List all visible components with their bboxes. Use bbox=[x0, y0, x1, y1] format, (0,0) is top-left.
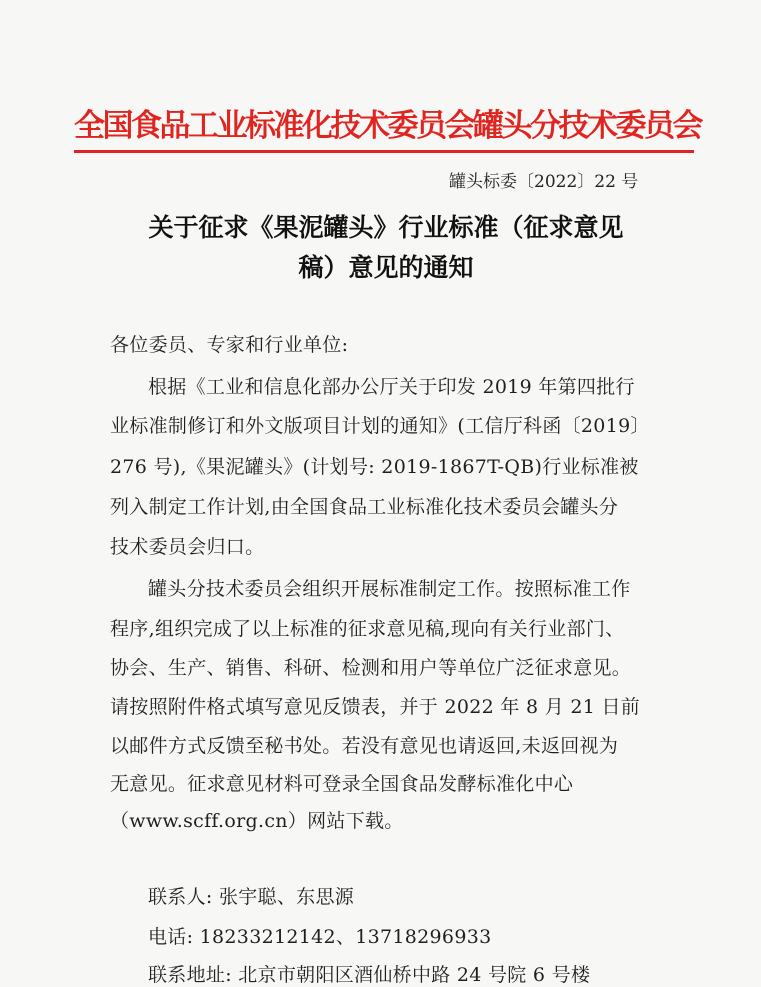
para1-line: 276 号),《果泥罐头》(计划号: 2019-1867T-QB)行业标准被 bbox=[110, 456, 639, 478]
para1-line: 根据《工业和信息化部办公厅关于印发 2019 年第四批行 bbox=[148, 376, 635, 398]
para2-line: 协会、生产、销售、科研、检测和用户等单位广泛征求意见。 bbox=[110, 657, 632, 679]
contact-address: 联系地址: 北京市朝阳区酒仙桥中路 24 号院 6 号楼 bbox=[148, 964, 591, 986]
para2-line: 以邮件方式反馈至秘书处。若没有意见也请返回,未返回视为 bbox=[110, 735, 619, 757]
letterhead-rule bbox=[74, 150, 694, 153]
para2-line: 无意见。征求意见材料可登录全国食品发酵标准化中心 bbox=[110, 773, 574, 795]
salutation: 各位委员、专家和行业单位: bbox=[110, 334, 349, 356]
para2-line: （www.scff.org.cn）网站下载。 bbox=[110, 810, 404, 832]
committee-letterhead: 全国食品工业标准化技术委员会罐头分技术委员会 bbox=[74, 108, 701, 144]
notice-title bbox=[96, 208, 676, 288]
para2-line: 请按照附件格式填写意见反馈表，并于 2022 年 8 月 21 日前 bbox=[110, 696, 641, 718]
contact-phone: 电话: 18233212142、13718296933 bbox=[148, 926, 492, 948]
title-line-2: 稿）意见的通知 bbox=[298, 253, 474, 282]
para1-line: 列入制定工作计划,由全国食品工业标准化技术委员会罐头分 bbox=[110, 496, 619, 518]
para1-line: 业标准制修订和外文版项目计划的通知》(工信厅科函〔2019〕 bbox=[110, 415, 650, 437]
document-number: 罐头标委〔2022〕22 号 bbox=[449, 172, 639, 192]
para1-line: 技术委员会归口。 bbox=[110, 536, 265, 558]
title-line-1: 关于征求《果泥罐头》行业标准（征求意见 bbox=[148, 213, 624, 242]
para2-line: 罐头分技术委员会组织开展标准制定工作。按照标准工作 bbox=[148, 578, 631, 600]
contact-person: 联系人: 张宇聪、东思源 bbox=[148, 886, 355, 908]
para2-line: 程序,组织完成了以上标准的征求意见稿,现向有关行业部门、 bbox=[110, 618, 625, 640]
